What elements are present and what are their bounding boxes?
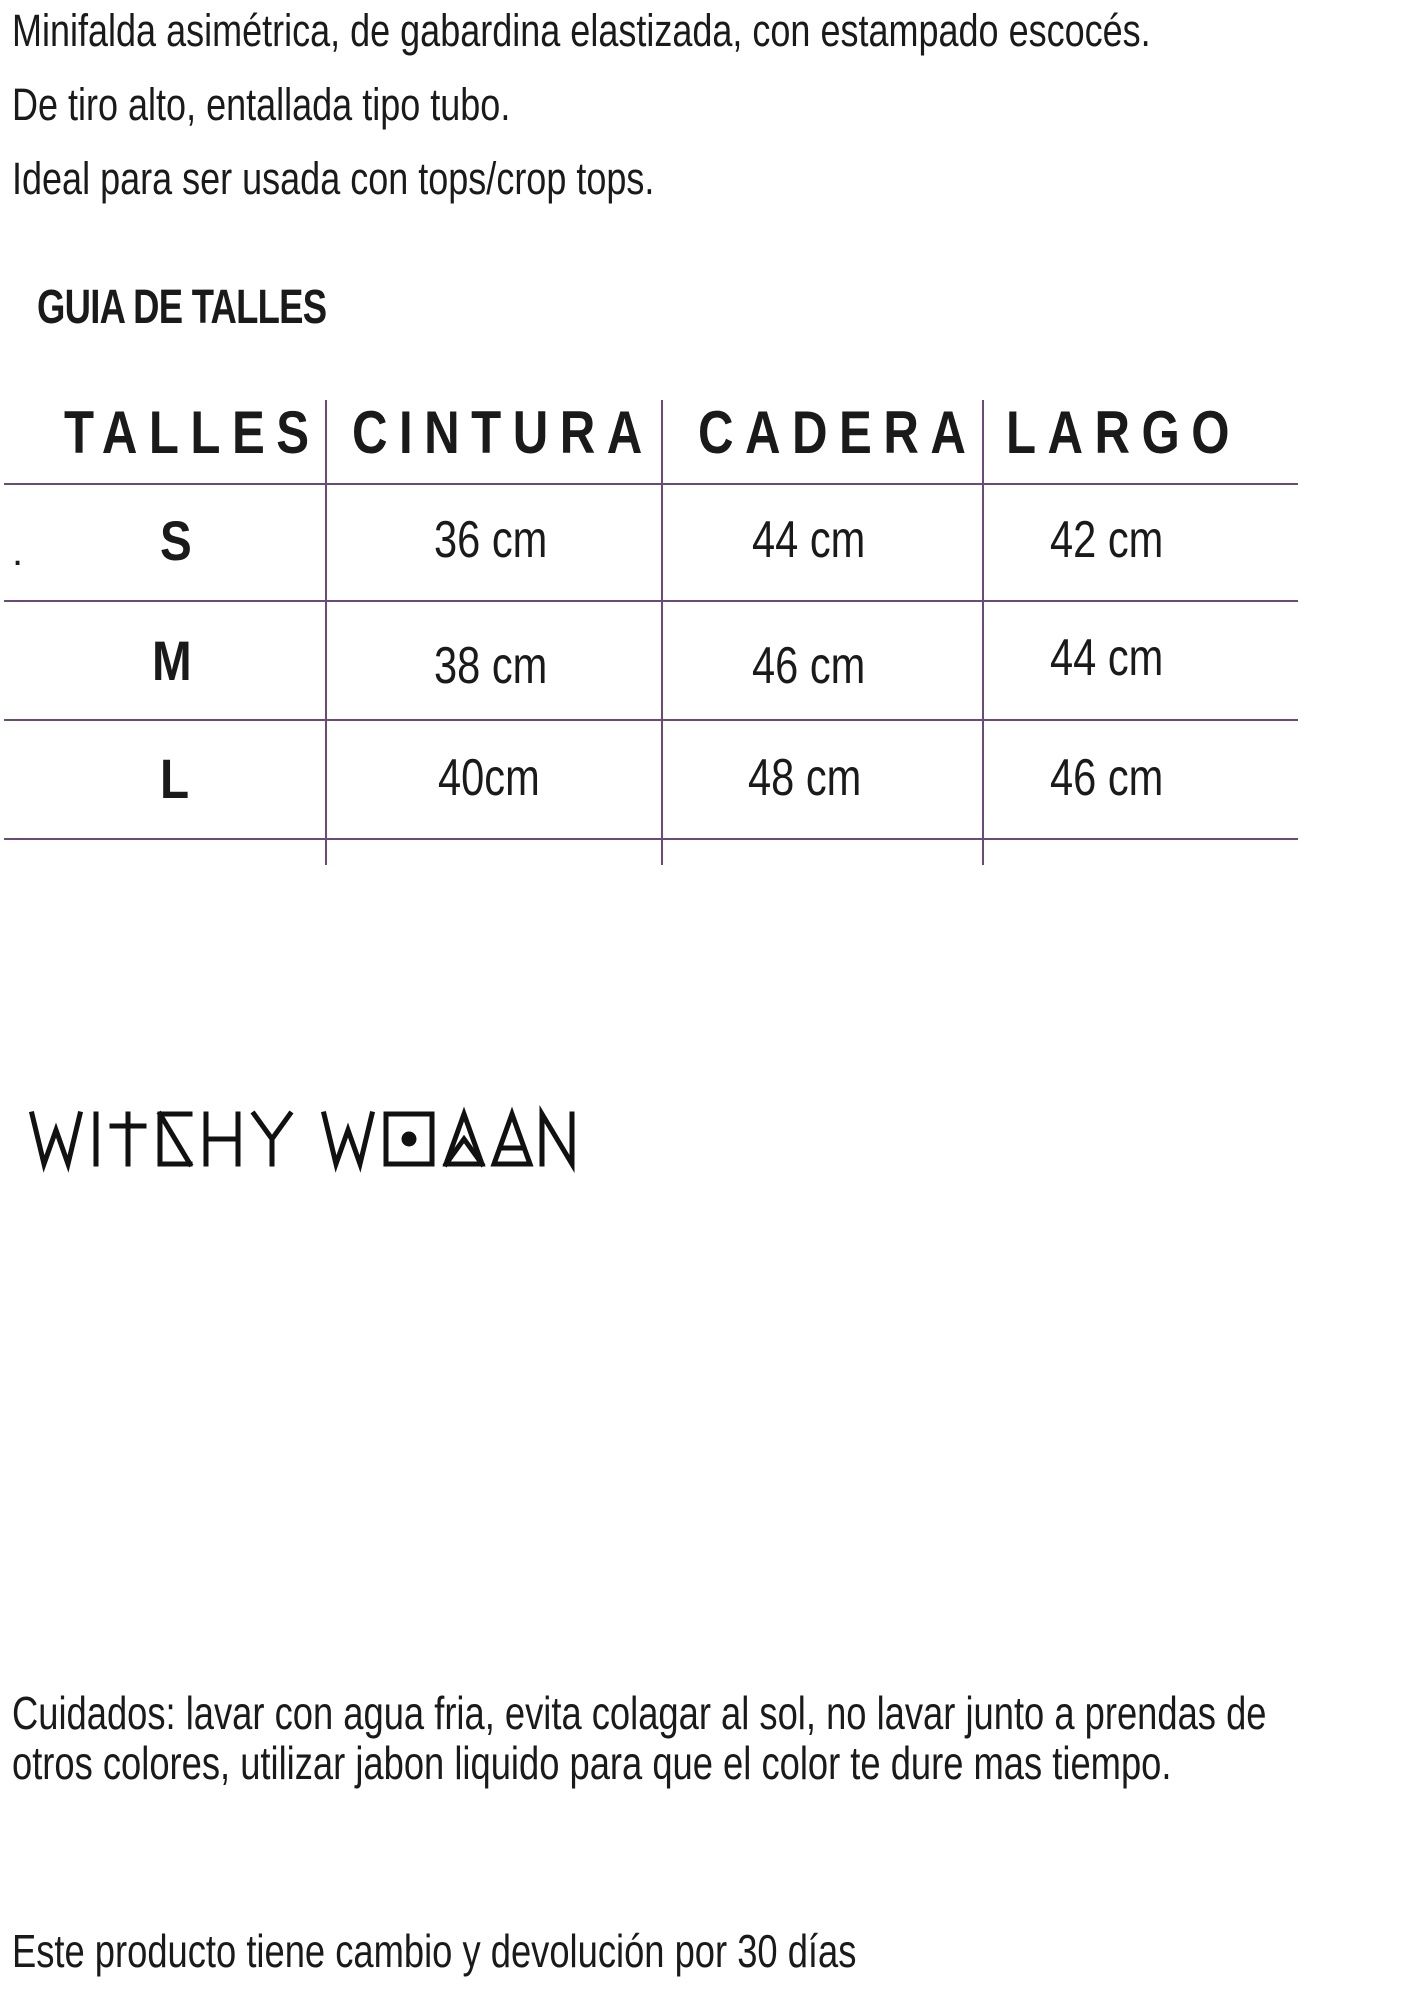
largo-value: 44 cm — [1050, 629, 1164, 687]
cintura-value: 38 cm — [434, 637, 548, 695]
row-marker: . — [12, 530, 24, 574]
header-cintura: CINTURA — [352, 399, 654, 466]
size-label: L — [160, 747, 190, 810]
returns-policy: Este producto tiene cambio y devolución por 30 días — [12, 1925, 857, 1977]
care-instructions: Cuidados: lavar con agua fria, evita colagar al sol, no lavar junto a prendas de otros colores, utilizar jabon liquido para que el color te dure mas tiempo. — [12, 1687, 1267, 1789]
size-guide-title: GUIA DE TALLES — [37, 281, 327, 334]
table-divider — [982, 400, 984, 865]
size-label: M — [152, 629, 192, 692]
largo-value: 42 cm — [1050, 511, 1164, 569]
table-divider — [325, 400, 327, 865]
largo-value: 46 cm — [1050, 749, 1164, 807]
size-label: S — [160, 509, 192, 572]
cadera-value: 46 cm — [752, 637, 866, 695]
description-line-1: Minifalda asimétrica, de gabardina elastizada, con estampado escocés. — [12, 5, 1151, 56]
table-rule — [4, 600, 1298, 602]
header-largo: LARGO — [1006, 399, 1242, 466]
cadera-value: 44 cm — [752, 511, 866, 569]
description-line-3: Ideal para ser usada con tops/crop tops. — [12, 153, 655, 204]
witchy-woman-logo — [28, 1104, 578, 1174]
cintura-value: 40cm — [438, 749, 540, 807]
header-talles: TALLES — [64, 399, 321, 466]
header-cadera: CADERA — [698, 399, 978, 466]
table-rule — [4, 838, 1298, 840]
table-rule — [4, 483, 1298, 485]
description-line-2: De tiro alto, entallada tipo tubo. — [12, 79, 511, 130]
table-divider — [661, 400, 663, 865]
cadera-value: 48 cm — [748, 749, 862, 807]
cintura-value: 36 cm — [434, 511, 548, 569]
table-rule — [4, 719, 1298, 721]
